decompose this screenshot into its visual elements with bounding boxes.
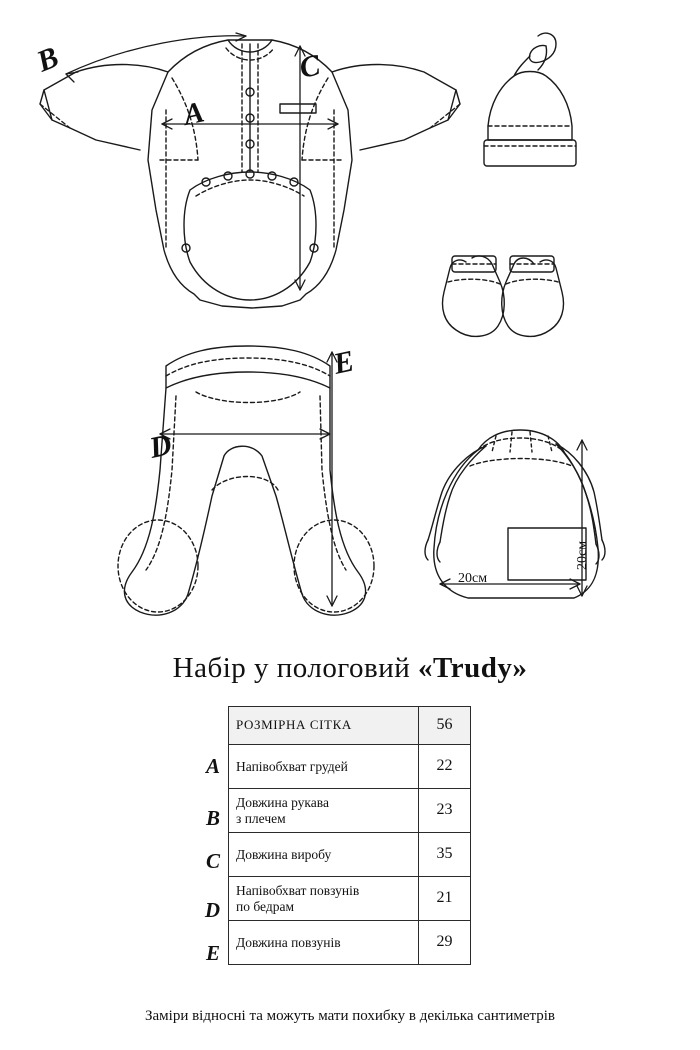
row-letter-c: C	[205, 849, 220, 873]
table-row	[229, 921, 471, 965]
table-row	[229, 833, 471, 877]
mittens-illustration	[443, 256, 564, 336]
page-title	[0, 652, 700, 685]
table-row	[229, 745, 471, 789]
row-letter-a: A	[205, 754, 220, 778]
bag-illustration	[425, 430, 605, 598]
table-row	[229, 789, 471, 833]
bag-height-label: 20см	[575, 540, 590, 570]
row-name-sleeve-line2: з плечем	[236, 810, 286, 826]
row-value-length: 35	[419, 833, 471, 877]
row-name-hip-line2: по бедрам	[236, 898, 295, 914]
size-table	[228, 706, 471, 965]
pants-measure-lines	[160, 352, 337, 606]
row-name-hip	[229, 877, 419, 921]
row-value-pants-length: 29	[419, 921, 471, 965]
row-value-sleeve: 23	[419, 789, 471, 833]
title-prefix: Набір у пологовий	[172, 652, 419, 684]
table-letter-column	[186, 706, 226, 972]
marker-B: B	[32, 40, 64, 79]
table-row	[229, 877, 471, 921]
row-letter-b: B	[205, 806, 220, 830]
row-name-sleeve-line1: Довжина рукава	[236, 794, 329, 810]
row-name-pants-length: Довжина повзунів	[229, 921, 419, 965]
bodysuit-measure-lines	[66, 33, 338, 290]
marker-E: E	[330, 344, 358, 381]
size-value-header: 56	[419, 707, 471, 745]
row-letter-d: D	[204, 898, 220, 922]
row-value-chest: 22	[419, 745, 471, 789]
title-brand: «Trudy»	[418, 652, 528, 684]
pants-illustration	[118, 346, 374, 615]
marker-A: A	[180, 95, 208, 132]
row-name-length: Довжина виробу	[229, 833, 419, 877]
size-grid-label: РОЗМІРНА СІТКА	[229, 707, 419, 745]
bag-width-label: 20см	[458, 571, 488, 586]
table-header-row	[229, 707, 471, 745]
bodysuit-illustration	[40, 40, 460, 308]
row-value-hip: 21	[419, 877, 471, 921]
hat-illustration	[484, 33, 576, 166]
row-letter-e: E	[205, 941, 220, 965]
marker-D: D	[146, 428, 175, 465]
row-name-hip-line1: Напівобхват повзунів	[236, 882, 360, 898]
row-name-sleeve	[229, 789, 419, 833]
footnote: Заміри відносні та можуть мати похибку в декілька сантиметрів	[144, 1008, 556, 1024]
size-table-wrapper	[228, 706, 471, 965]
marker-C: C	[296, 48, 324, 85]
row-name-chest: Напівобхват грудей	[229, 745, 419, 789]
